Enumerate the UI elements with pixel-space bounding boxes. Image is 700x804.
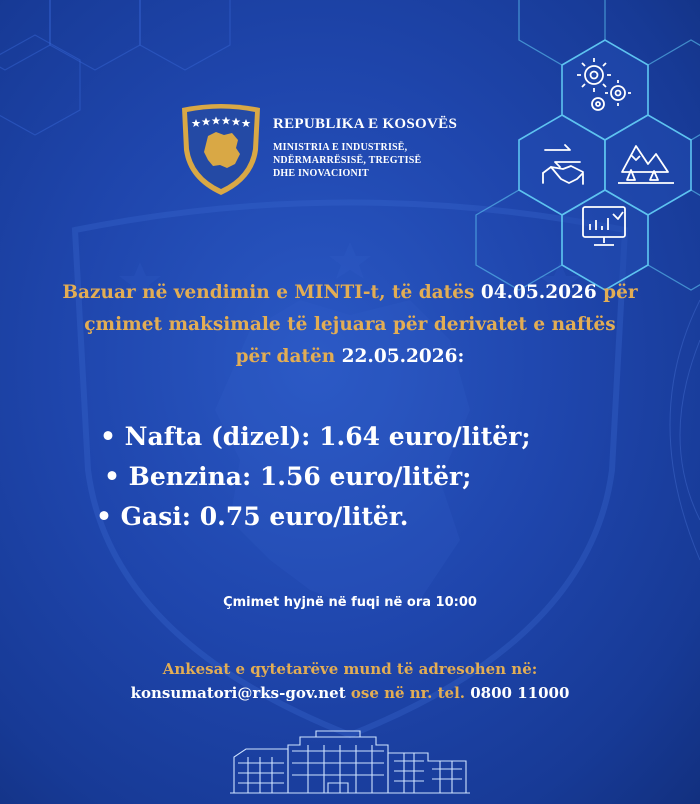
intro-line-3	[0, 341, 700, 373]
contact-info	[0, 657, 700, 705]
contact-email-link[interactable]: konsumatori@rks-gov.net	[130, 684, 346, 702]
ministry-building-illustration	[228, 727, 472, 797]
contact-phone[interactable]: 0800 11000	[470, 684, 570, 702]
ministry-name	[273, 141, 421, 180]
effective-notice: Çmimet hyjnë në fuqi në ora 10:00	[223, 595, 477, 610]
republic-title: REPUBLIKA E KOSOVËS	[273, 116, 458, 132]
price-item-diesel: • Nafta (dizel): 1.64 euro/litër;	[100, 422, 531, 451]
price-list	[96, 417, 531, 537]
kosovo-emblem	[178, 102, 264, 198]
intro-line-1	[0, 277, 700, 309]
price-item-petrol: • Benzina: 1.56 euro/litër;	[104, 462, 472, 491]
price-item-gas: • Gasi: 0.75 euro/litër.	[96, 502, 409, 531]
effective-date: 22.05.2026:	[341, 346, 465, 367]
intro-date-label: për datën	[235, 346, 342, 367]
contact-line	[0, 681, 700, 705]
intro-suffix: për	[596, 282, 638, 303]
ministry-line: NDËRMARRËSISË, TREGTISË	[273, 155, 422, 166]
ministry-line: MINISTRIA E INDUSTRISË,	[273, 142, 408, 153]
intro-line-2: çmimet maksimale të lejuara për derivatet e naftës	[84, 314, 616, 335]
ministry-line: DHE INOVACIONIT	[273, 168, 369, 179]
intro-statement	[0, 277, 700, 373]
contact-connector: ose në nr. tel.	[345, 684, 471, 702]
intro-prefix: Bazuar në vendimin e MINTI-t, të datës	[62, 282, 481, 303]
complaints-line: Ankesat e qytetarëve mund të adresohen në:	[162, 660, 538, 678]
decision-date: 04.05.2026	[480, 282, 597, 303]
